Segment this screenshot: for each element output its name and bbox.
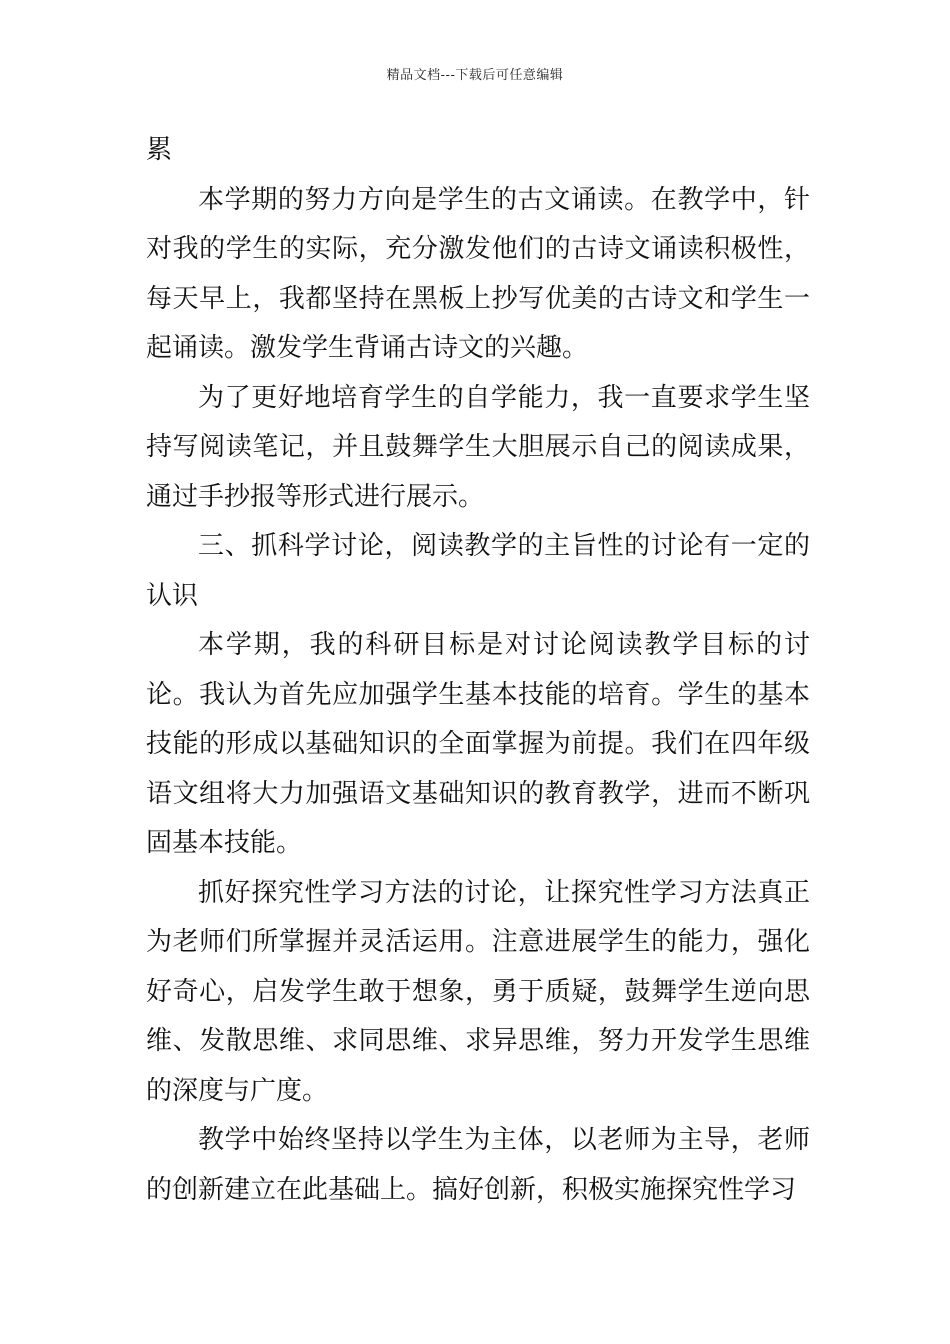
paragraph: 本学期的努力方向是学生的古文诵读。在教学中，针对我的学生的实际，充分激发他们的古诗文诵读积极性，每天早上，我都坚持在黑板上抄写优美的古诗文和学生一起诵读。激发学生背诵古诗文的兴趣。 xyxy=(146,184,810,363)
paragraph-continuation: 累 xyxy=(146,135,173,165)
paragraph: 教学中始终坚持以学生为主体，以老师为主导，老师的创新建立在此基础上。搞好创新，积极实施探究性学习 xyxy=(146,1125,810,1205)
document-body xyxy=(146,126,810,1215)
section-heading: 三、抓科学讨论，阅读教学的主旨性的讨论有一定的认识 xyxy=(146,531,810,611)
paragraph: 本学期，我的科研目标是对讨论阅读教学目标的讨论。我认为首先应加强学生基本技能的培育。学生的基本技能的形成以基础知识的全面掌握为前提。我们在四年级语文组将大力加强语文基础知识的教育教学，进而不断巩固基本技能。 xyxy=(146,630,810,858)
page-header: 精品文档---下载后可任意编辑 xyxy=(386,68,564,83)
paragraph: 为了更好地培育学生的自学能力，我一直要求学生坚持写阅读笔记，并且鼓舞学生大胆展示自己的阅读成果，通过手抄报等形式进行展示。 xyxy=(146,382,810,512)
paragraph: 抓好探究性学习方法的讨论，让探究性学习方法真正为老师们所掌握并灵活运用。注意进展学生的能力，强化好奇心，启发学生敢于想象，勇于质疑，鼓舞学生逆向思维、发散思维、求同思维、求异思维，努力开发学生思维的深度与广度。 xyxy=(146,877,810,1106)
